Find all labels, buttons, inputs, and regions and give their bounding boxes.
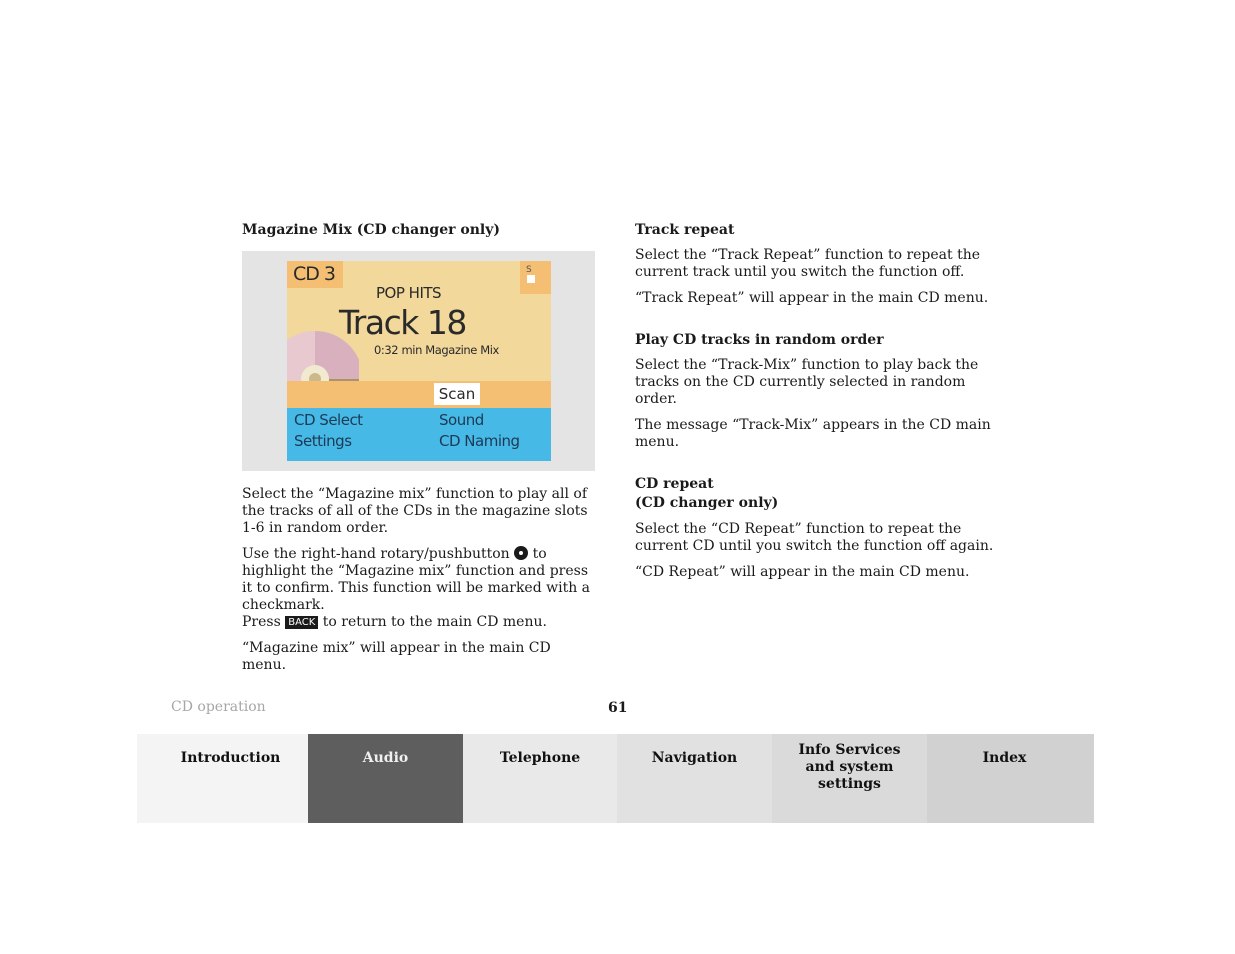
track-time: 0:32 min Magazine Mix <box>374 343 499 357</box>
tab-introduction[interactable] <box>137 734 308 823</box>
left-text-block <box>242 486 594 683</box>
paragraph-cd-repeat-select: Select the “CD Repeat” function to repeat the current CD until you switch the function off again. <box>635 521 994 554</box>
page-number: 61 <box>608 700 628 716</box>
text-press: Press <box>242 614 281 630</box>
paragraph-track-mix-appear: The message “Track-Mix” appears in the CD main menu. <box>635 417 991 450</box>
paragraph-cd-repeat-appear: “CD Repeat” will appear in the main CD menu. <box>635 564 970 580</box>
section-heading-track-repeat: Track repeat <box>635 222 735 238</box>
status-box-icon <box>527 275 535 283</box>
text-highlight: to highlight the “Magazine mix” function and press it to confirm. This function will be marked with a checkmark. <box>242 546 591 613</box>
cd-display-screenshot <box>287 261 551 461</box>
status-corner <box>520 261 551 294</box>
paragraph-track-repeat-select: Select the “Track Repeat” function to repeat the current track until you switch the function off. <box>635 247 981 280</box>
track-title: Track 18 <box>339 303 466 342</box>
menu-item-sound: Sound <box>439 411 484 429</box>
heading-cd-repeat-line2: (CD changer only) <box>635 495 779 511</box>
tab-info-services[interactable] <box>772 734 927 823</box>
rotary-pushbutton-icon <box>514 546 528 560</box>
scan-button: Scan <box>434 383 480 405</box>
text-return: to return to the main CD menu. <box>322 614 547 630</box>
tab-label: Audio <box>362 750 409 766</box>
section-heading-random-order: Play CD tracks in random order <box>635 332 884 348</box>
tab-audio[interactable] <box>308 734 463 823</box>
cd-number: CD 3 <box>287 261 343 288</box>
section-heading-magazine-mix: Magazine Mix (CD changer only) <box>242 222 500 238</box>
tab-label: Info Services and system settings <box>798 742 901 792</box>
menu-item-settings: Settings <box>294 432 352 450</box>
heading-cd-repeat-line1: CD repeat <box>635 476 714 492</box>
chapter-tab-bar <box>137 734 1094 823</box>
paragraph-magazine-mix-select: Select the “Magazine mix” function to play all of the tracks of all of the CDs in the magazine slots 1-6 in random order. <box>242 486 588 536</box>
paragraph-track-repeat-appear: “Track Repeat” will appear in the main CD menu. <box>635 290 989 306</box>
paragraph-magazine-mix-appear: “Magazine mix” will appear in the main CD menu. <box>242 640 551 673</box>
tab-index[interactable] <box>927 734 1094 823</box>
tab-label: Navigation <box>651 750 738 766</box>
paragraph-magazine-mix-confirm <box>242 546 594 631</box>
section-label: CD operation <box>171 699 266 715</box>
menu-item-cd-select: CD Select <box>294 411 363 429</box>
tab-telephone[interactable] <box>463 734 617 823</box>
scan-bar <box>287 381 551 408</box>
tab-navigation[interactable] <box>617 734 772 823</box>
tab-label: Index <box>982 750 1027 766</box>
section-heading-cd-repeat <box>635 475 997 513</box>
back-key-icon: BACK <box>285 616 318 629</box>
status-symbol: S <box>526 265 532 275</box>
menu-item-cd-naming: CD Naming <box>439 432 520 450</box>
album-title: POP HITS <box>376 284 442 302</box>
cd-menu <box>287 408 551 461</box>
text-rotary: Use the right-hand rotary/pushbutton <box>242 546 510 562</box>
tab-label: Telephone <box>499 750 581 766</box>
paragraph-track-mix-select: Select the “Track-Mix” function to play back the tracks on the CD currently selected in random order. <box>635 357 979 407</box>
right-text-block <box>635 221 997 590</box>
tab-label: Introduction <box>180 750 281 766</box>
